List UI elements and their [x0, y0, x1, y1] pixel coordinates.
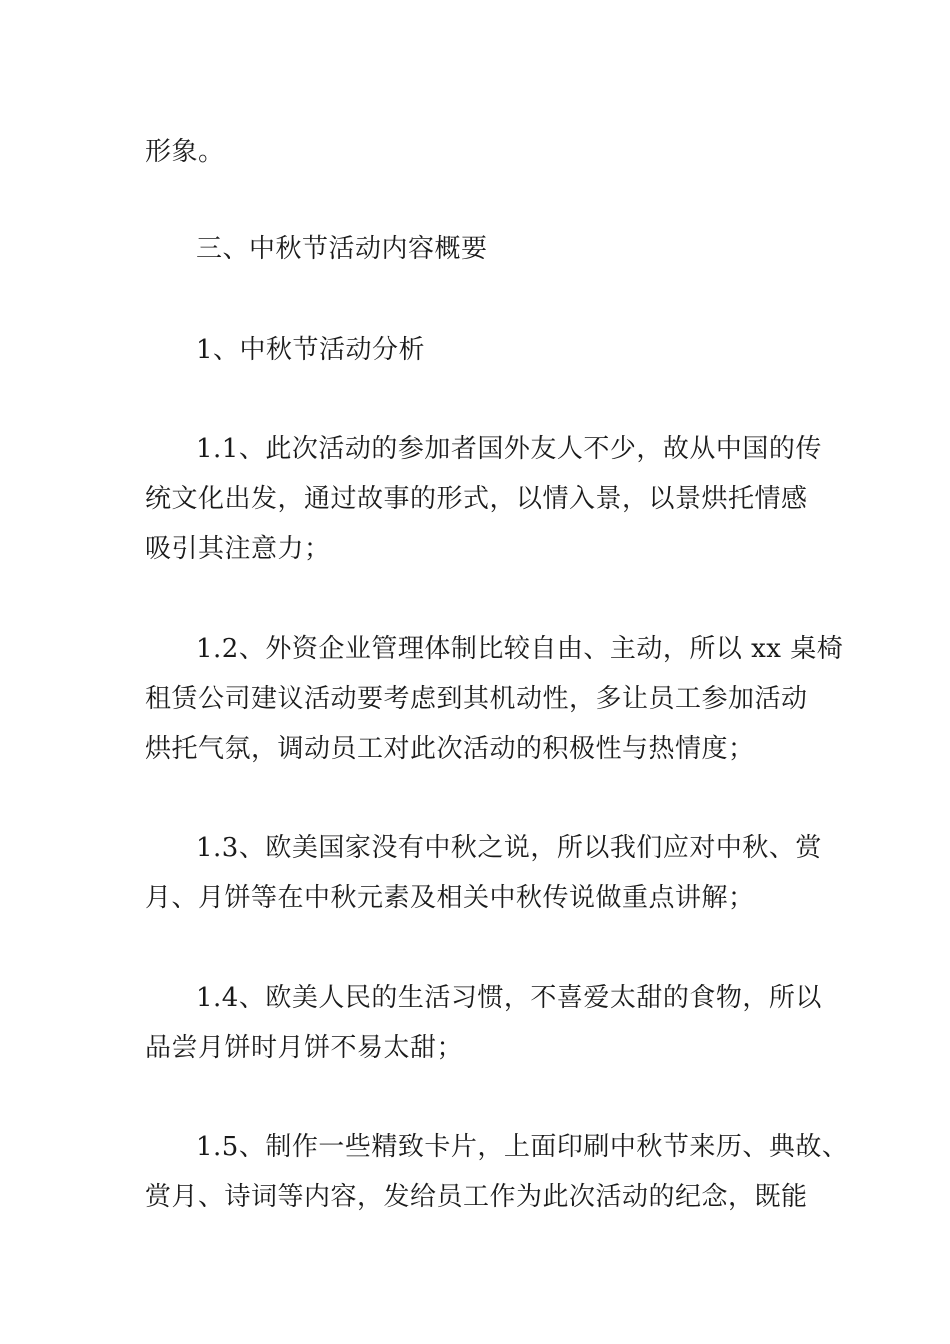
paragraph-1-3-line-2: 月、月饼等在中秋元素及相关中秋传说做重点讲解；	[145, 883, 755, 913]
paragraph-1-3-line-1: 1.3、欧美国家没有中秋之说，所以我们应对中秋、赏	[196, 833, 822, 863]
paragraph-1-5-line-1: 1.5、制作一些精致卡片，上面印刷中秋节来历、典故、	[196, 1132, 849, 1162]
section-heading: 三、中秋节活动内容概要	[196, 234, 488, 264]
paragraph-1-5-line-2: 赏月、诗词等内容，发给员工作为此次活动的纪念，既能	[145, 1182, 808, 1212]
paragraph-1-4-line-2: 品尝月饼时月饼不易太甜；	[145, 1033, 464, 1063]
paragraph-1-2-line-2: 租赁公司建议活动要考虑到其机动性，多让员工参加活动	[145, 684, 808, 714]
paragraph-1-2-line-1: 1.2、外资企业管理体制比较自由、主动，所以 xx 桌椅	[196, 634, 844, 664]
text-line-continuation: 形象。	[145, 137, 225, 167]
paragraph-1-1-line-3: 吸引其注意力；	[145, 534, 331, 564]
paragraph-1-2-line-3: 烘托气氛，调动员工对此次活动的积极性与热情度；	[145, 734, 755, 764]
paragraph-1-1-line-2: 统文化出发，通过故事的形式，以情入景，以景烘托情感	[145, 484, 808, 514]
subsection-heading: 1、中秋节活动分析	[196, 335, 426, 365]
paragraph-1-1-line-1: 1.1、此次活动的参加者国外友人不少，故从中国的传	[196, 434, 822, 464]
paragraph-1-4-line-1: 1.4、欧美人民的生活习惯，不喜爱太甜的食物，所以	[196, 983, 822, 1013]
